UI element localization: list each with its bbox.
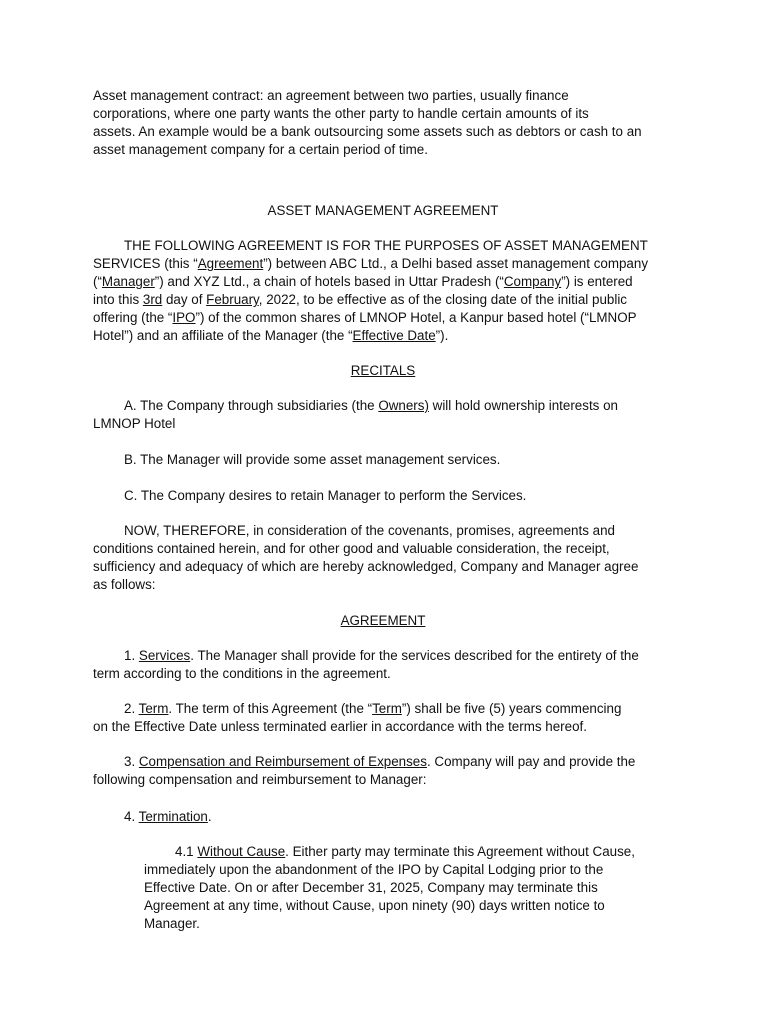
defined-term-term: Term: [372, 701, 402, 716]
recital-line: [93, 397, 673, 415]
recital-line: C. The Company desires to retain Manager to perform the Services.: [124, 488, 527, 503]
preamble-text: , 2022, to be effective as of the closing date of the initial public: [258, 292, 627, 307]
section-line: [93, 647, 673, 665]
recital-c: [93, 487, 673, 505]
subsection-number: 4.1: [175, 844, 198, 859]
intro-line: asset management company for a certain period of time.: [93, 142, 428, 157]
defined-term-ipo: IPO: [172, 310, 196, 325]
now-therefore-line: conditions contained herein, and for other good and valuable consideration, the receipt,: [93, 541, 610, 556]
recital-line: LMNOP Hotel: [93, 416, 176, 431]
defined-term-agreement: Agreement: [197, 256, 264, 271]
intro-line: Asset management contract: an agreement between two parties, usually finance: [93, 88, 569, 103]
recital-a: [93, 397, 673, 433]
date-day: 3rd: [142, 292, 163, 307]
now-therefore-line: as follows:: [93, 577, 156, 592]
subsection-title: Without Cause: [197, 844, 286, 859]
section-title: Termination: [138, 809, 208, 824]
preamble-text: SERVICES (this “: [93, 256, 198, 271]
section-line: on the Effective Date unless terminated earlier in accordance with the terms hereof.: [93, 719, 587, 734]
subsection-line: Effective Date. On or after December 31, 2025, Company may terminate this: [144, 880, 598, 895]
recital-b: [93, 451, 673, 469]
preamble-line: [93, 255, 673, 273]
intro-paragraph: [93, 87, 673, 159]
agreement-heading: AGREEMENT: [340, 613, 426, 628]
preamble-text: day of: [162, 292, 207, 307]
subsection-text: . Either party may terminate this Agreement without Cause,: [285, 844, 635, 859]
preamble-text: into this: [93, 292, 143, 307]
section-text: . The Manager shall provide for the services described for the entirety of the: [190, 648, 639, 663]
now-therefore-line: sufficiency and adequacy of which are hereby acknowledged, Company and Manager agree: [93, 559, 639, 574]
preamble-text: Hotel”) and an affiliate of the Manager (the “: [93, 328, 353, 343]
preamble-line: THE FOLLOWING AGREEMENT IS FOR THE PURPOSES OF ASSET MANAGEMENT: [124, 238, 648, 253]
recital-line: B. The Manager will provide some asset management services.: [124, 452, 501, 467]
preamble-text: (“: [93, 274, 102, 289]
now-therefore-paragraph: [93, 522, 673, 594]
section-line: [93, 700, 673, 718]
section-1-services: [93, 647, 673, 683]
preamble-text: ”) and XYZ Ltd., a chain of hotels based in Uttar Pradesh (“: [154, 274, 504, 289]
section-number: 4.: [124, 809, 139, 824]
section-number: 3.: [124, 754, 139, 769]
subsection-line: [144, 843, 684, 861]
section-number: 2.: [124, 701, 139, 716]
preamble-line: [93, 273, 673, 291]
defined-term-effective-date: Effective Date: [352, 328, 436, 343]
section-title: Term: [138, 701, 169, 716]
preamble-text: ”) is entered: [561, 274, 633, 289]
preamble-text: ”).: [435, 328, 449, 343]
section-title: Services: [138, 648, 191, 663]
preamble-text: offering (the “: [93, 310, 173, 325]
subsection-line: Agreement at any time, without Cause, upon ninety (90) days written notice to: [144, 898, 605, 913]
preamble-line: [93, 291, 673, 309]
subsection-line: immediately upon the abandonment of the IPO by Capital Lodging prior to the: [144, 862, 604, 877]
preamble-text: ”) of the common shares of LMNOP Hotel, a Kanpur based hotel (“LMNOP: [195, 310, 637, 325]
preamble-paragraph: [93, 237, 673, 345]
section-4-termination: [93, 808, 673, 826]
section-number: 1.: [124, 648, 139, 663]
section-text: .: [207, 809, 212, 824]
section-title: Compensation and Reimbursement of Expenses: [138, 754, 427, 769]
preamble-line: [93, 327, 673, 345]
section-text: ”) shall be five (5) years commencing: [401, 701, 622, 716]
recital-text: will hold ownership interests on: [428, 398, 618, 413]
section-line: [93, 808, 673, 826]
section-line: [93, 753, 673, 771]
defined-term-owners: Owners): [378, 398, 429, 413]
section-2-term: [93, 700, 673, 736]
now-therefore-line: NOW, THEREFORE, in consideration of the covenants, promises, agreements and: [124, 523, 615, 538]
section-text: . The term of this Agreement (the “: [168, 701, 373, 716]
section-line: following compensation and reimbursement to Manager:: [93, 772, 427, 787]
recitals-heading: RECITALS: [350, 363, 416, 378]
intro-line: assets. An example would be a bank outsourcing some assets such as debtors or cash to an: [93, 124, 642, 139]
date-month: February: [206, 292, 259, 307]
section-4-1-without-cause: [144, 843, 684, 933]
preamble-line: [93, 309, 673, 327]
intro-line: corporations, where one party wants the other party to handle certain amounts of its: [93, 106, 589, 121]
section-line: term according to the conditions in the agreement.: [93, 666, 391, 681]
document-title: ASSET MANAGEMENT AGREEMENT: [267, 203, 499, 218]
section-3-compensation: [93, 753, 673, 789]
defined-term-company: Company: [503, 274, 562, 289]
defined-term-manager: Manager: [101, 274, 155, 289]
recital-text: A. The Company through subsidiaries (the: [124, 398, 379, 413]
preamble-text: ”) between ABC Ltd., a Delhi based asset management company: [263, 256, 649, 271]
section-text: . Company will pay and provide the: [426, 754, 636, 769]
subsection-line: Manager.: [144, 916, 200, 931]
